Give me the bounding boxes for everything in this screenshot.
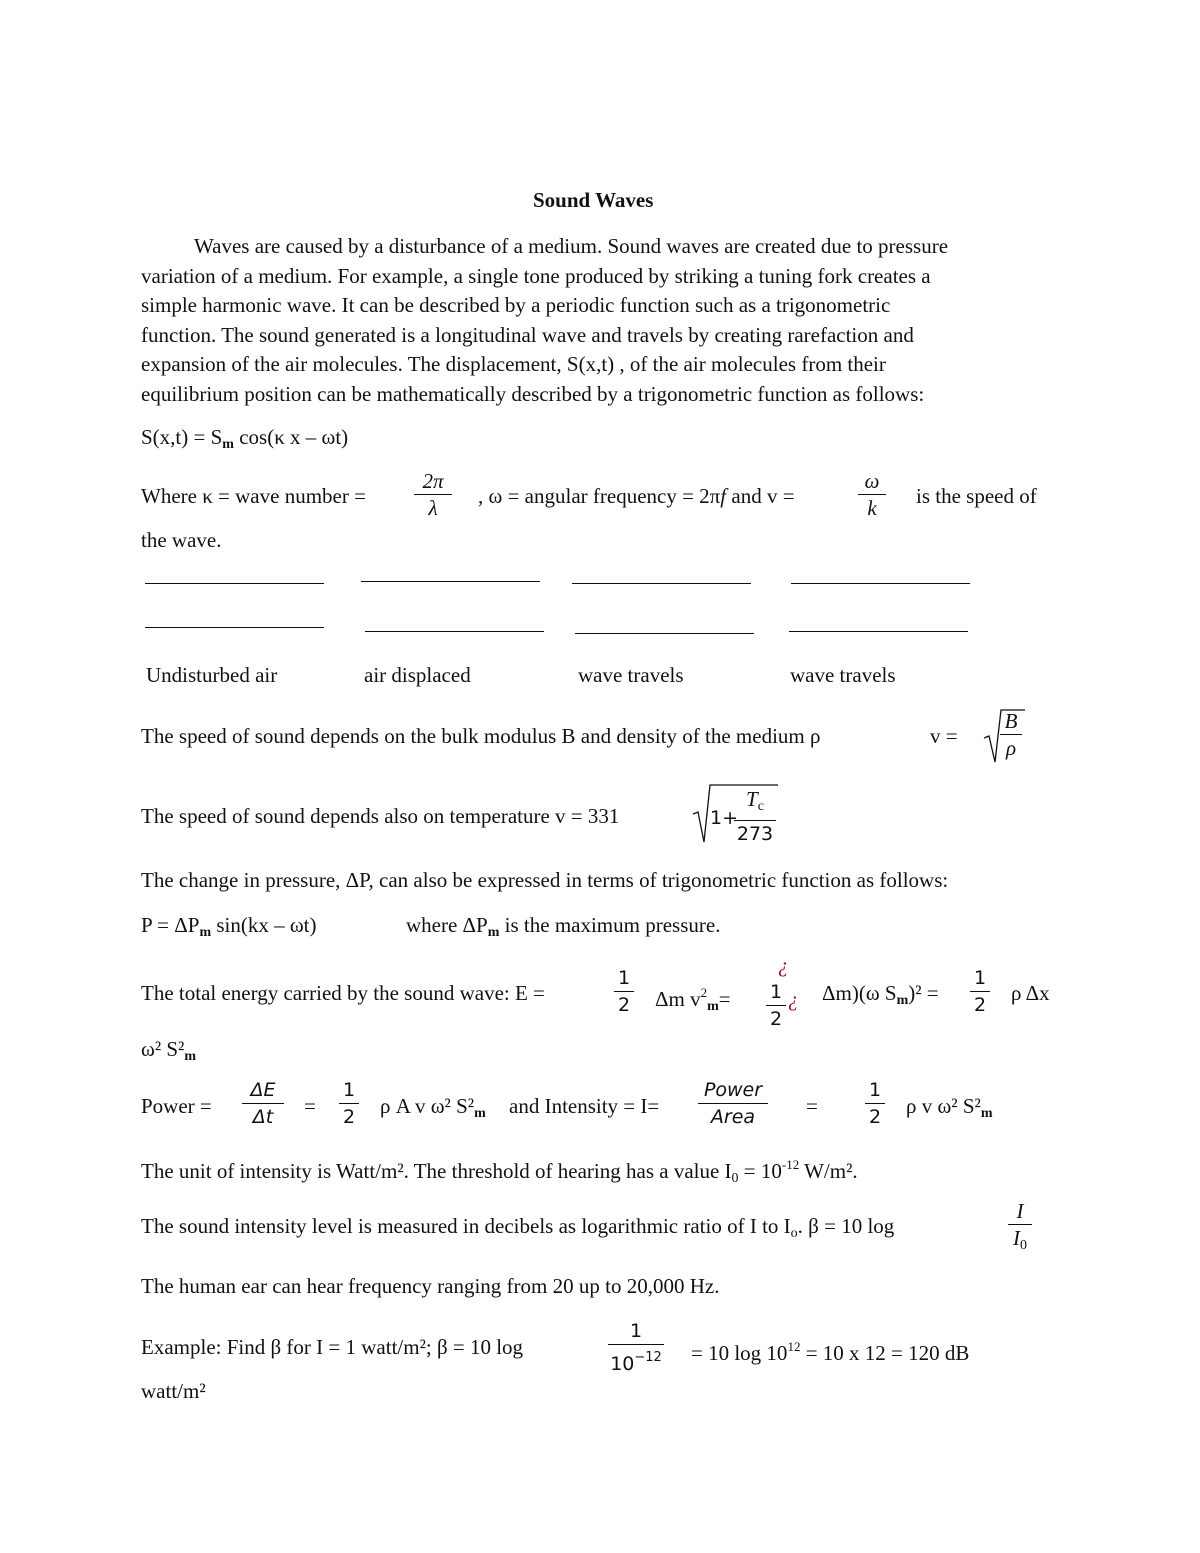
inverted-question-glyph: ¿ (778, 953, 789, 977)
intro-line: expansion of the air molecules. The displacement, S(x,t) , of the air molecules from their (141, 352, 886, 376)
energy-text-a: The total energy carried by the sound wave: E = (141, 981, 545, 1005)
energy-text-b: Δm $v^2_m=$ (655, 985, 731, 1014)
pressure-intro: The change in pressure, ΔP, can also be expressed in terms of trigonometric function as follows: (141, 868, 949, 892)
where-text-b: , ω = angular frequency = 2πf and v = (478, 484, 795, 508)
blank-line (575, 633, 754, 634)
power-label: Power = (141, 1094, 212, 1118)
level-fraction: I $I_0$ (1008, 1199, 1032, 1258)
blank-line (361, 581, 540, 582)
example-text-a: Example: Find β for I = 1 watt/m²; β = 10 log (141, 1335, 524, 1359)
intro-line: function. The sound generated is a longitudinal wave and travels by creating rarefaction and (141, 322, 914, 347)
label-wave-travels: wave travels (578, 663, 684, 687)
power-equals: = (304, 1094, 316, 1118)
speed-fraction: ω k (858, 469, 886, 520)
intro-line: equilibrium position can be mathematically described by a trigonometric function as follows: (141, 381, 925, 406)
page-title: Sound Waves (533, 188, 654, 212)
blank-line (365, 631, 544, 632)
hearing-line: The human ear can hear frequency ranging from 20 up to 20,000 Hz. (141, 1274, 720, 1298)
half-fraction: 1 2 (970, 966, 990, 1017)
label-wave-travels: wave travels (790, 663, 896, 687)
where-text-d: is the speed of (916, 484, 1037, 508)
bulk-v-label: v = (930, 724, 958, 748)
wave-number-fraction: 2π λ (414, 469, 452, 520)
label-air-displaced: air displaced (364, 663, 471, 687)
energy-text-d: ρ Δx (1011, 981, 1050, 1005)
temperature-text: The speed of sound depends also on temperature v = 331 (141, 804, 620, 828)
energy-text-e: ω² $S^2_m$ (141, 1037, 197, 1064)
bulk-modulus-text: The speed of sound depends on the bulk modulus B and density of the medium ρ (141, 724, 821, 748)
where-text-a: Where κ = wave number = (141, 484, 366, 508)
example-text-d: watt/m² (141, 1379, 206, 1403)
level-line: The sound intensity level is measured in decibels as logarithmic ratio of I to $I_o$. β = 10 log (141, 1214, 895, 1241)
intensity-label: and Intensity = I= (509, 1094, 660, 1118)
temperature-one-plus: 1+ (710, 807, 739, 829)
blank-line (791, 583, 970, 584)
energy-text-c: Δm)(ω $S_m)^2$ = (822, 981, 939, 1008)
half-fraction: 1 2 (614, 966, 634, 1017)
intro-paragraph (141, 232, 1071, 409)
blank-line (145, 627, 324, 628)
example-fraction: 1 $10^{-12}$ (608, 1319, 664, 1376)
where-text-e: the wave. (141, 528, 222, 552)
blank-line (145, 583, 324, 584)
example-text-b: = 10 $\log 10^{12} = 10$ x 12 = 120 dB (691, 1339, 970, 1365)
half-fraction: 1 2 (339, 1078, 359, 1129)
intensity-fraction: Power Area (698, 1078, 768, 1129)
half-fraction: 1 2 (766, 980, 786, 1031)
temperature-fraction: $T_c$ 273 (734, 787, 776, 846)
bulk-fraction: B ρ (1000, 709, 1022, 760)
inverted-question-glyph: ¿ (788, 987, 799, 1011)
displacement-equation: $S(x,t) = S_m$ cos(κ x – ωt) (141, 425, 349, 452)
pressure-where: where $\Delta P_m$ is the maximum pressure. (406, 913, 721, 940)
blank-line (789, 631, 968, 632)
power-text-b: ρ A v ω² $S^2_m$ (380, 1094, 486, 1121)
pressure-equation: $P = \Delta P_m$ sin(kx – ωt) (141, 913, 317, 940)
intensity-equals: = (806, 1094, 818, 1118)
intro-line: variation of a medium. For example, a single tone produced by striking a tuning fork creates a (141, 263, 931, 288)
label-undisturbed-air: Undisturbed air (146, 663, 278, 687)
unit-line: The unit of intensity is Watt/m². The threshold of hearing has a value $I_0 = 10^{-12}$ W/m². (141, 1157, 858, 1186)
half-fraction: 1 2 (865, 1078, 885, 1129)
intro-line: Waves are caused by a disturbance of a medium. Sound waves are created due to pressure (194, 234, 949, 258)
intensity-text-d: ρ v ω² $S^2_m$ (906, 1094, 993, 1121)
blank-line (572, 583, 751, 584)
intro-line: simple harmonic wave. It can be described by a periodic function such as a trigonometric (141, 293, 891, 317)
power-fraction: ΔE Δt (242, 1078, 284, 1129)
